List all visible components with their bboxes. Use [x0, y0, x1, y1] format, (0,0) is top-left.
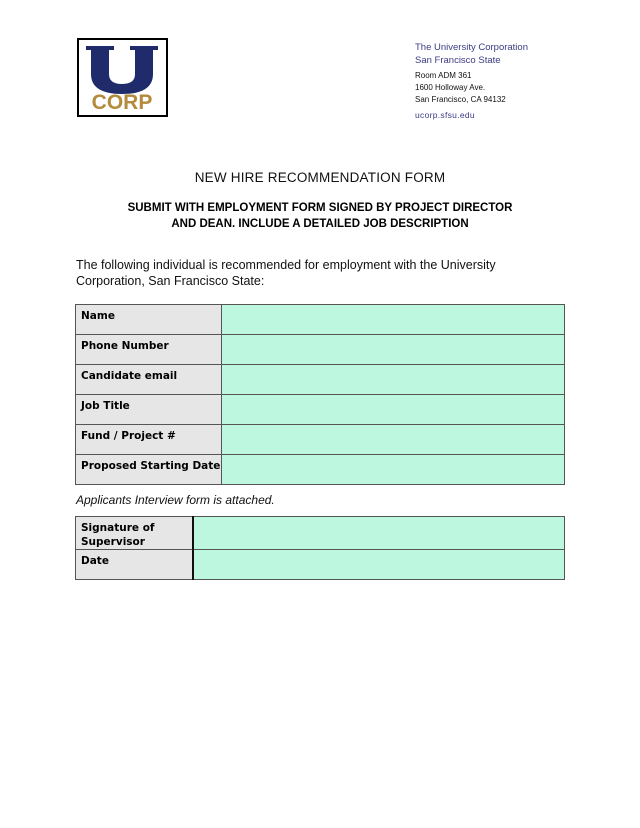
table-row	[76, 550, 565, 580]
job-title-field[interactable]	[222, 395, 565, 425]
field-label-job-title: Job Title	[81, 400, 130, 412]
signature-table	[75, 516, 565, 580]
field-label-signature: Signature of Supervisor	[81, 522, 155, 548]
date-field[interactable]	[193, 550, 565, 580]
table-row	[76, 455, 565, 485]
starting-date-field[interactable]	[222, 455, 565, 485]
form-subtitle	[0, 200, 640, 232]
table-row	[76, 365, 565, 395]
field-label-fund: Fund / Project #	[81, 430, 176, 442]
form-title: NEW HIRE RECOMMENDATION FORM	[194, 170, 446, 185]
address-room: Room ADM 361	[415, 71, 472, 80]
table-row	[76, 425, 565, 455]
ucorp-logo	[77, 38, 168, 117]
address-city: San Francisco, CA 94132	[415, 95, 506, 104]
field-label-date: Date	[81, 555, 109, 567]
table-row	[76, 335, 565, 365]
address-street: 1600 Holloway Ave.	[415, 83, 486, 92]
ucorp-logo-graphic	[79, 40, 166, 115]
field-label-phone: Phone Number	[81, 340, 169, 352]
fund-project-field[interactable]	[222, 425, 565, 455]
org-campus: San Francisco State	[415, 55, 501, 66]
phone-number-field[interactable]	[222, 335, 565, 365]
candidate-email-field[interactable]	[222, 365, 565, 395]
table-row	[76, 517, 565, 550]
logo-word: CORP	[91, 91, 153, 114]
field-label-start-date: Proposed Starting Date	[81, 460, 221, 472]
signature-field[interactable]	[193, 517, 565, 550]
org-name: The University Corporation	[415, 42, 528, 53]
website-link[interactable]: ucorp.sfsu.edu	[415, 110, 475, 120]
candidate-info-table	[75, 304, 565, 485]
address-block	[415, 70, 506, 106]
subtitle-line-2: AND DEAN. INCLUDE A DETAILED JOB DESCRIPTION	[171, 218, 469, 230]
attached-note: Applicants Interview form is attached.	[76, 493, 275, 507]
table-row	[76, 305, 565, 335]
field-label-name: Name	[81, 310, 115, 322]
subtitle-line-1: SUBMIT WITH EMPLOYMENT FORM SIGNED BY PROJECT DIRECTOR	[127, 202, 513, 214]
table-row	[76, 395, 565, 425]
field-label-email: Candidate email	[81, 370, 178, 382]
intro-text: The following individual is recommended for employment with the University Corporation, San Francisco State:	[76, 258, 496, 288]
name-field[interactable]	[222, 305, 565, 335]
org-block	[415, 41, 528, 67]
